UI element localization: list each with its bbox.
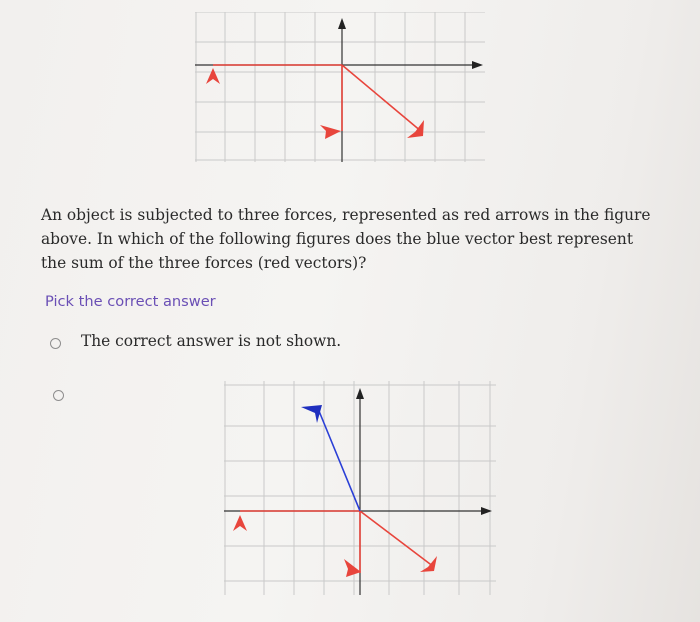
force-down-right-shaft — [360, 511, 434, 567]
force-left-arrowhead-icon — [233, 515, 247, 531]
x-axis-arrow-icon — [472, 61, 483, 69]
force-down-right-shaft — [342, 65, 422, 132]
sum-vector — [301, 405, 360, 511]
option-b-figure[interactable] — [224, 381, 496, 595]
y-axis-arrow-icon — [338, 18, 346, 29]
axes — [195, 18, 483, 162]
y-axis-arrow-icon — [356, 388, 364, 399]
pick-answer-prompt: Pick the correct answer — [45, 293, 216, 310]
force-down-right-arrowhead-icon — [407, 120, 424, 138]
question-text: An object is subjected to three forces, represented as red arrows in the figure above. In which of the following figures does the blue vector best represent the sum of the three forces (red vectors)? — [41, 206, 651, 272]
force-left-arrowhead-icon — [206, 68, 220, 84]
option-a-radio[interactable] — [50, 338, 61, 349]
option-b-radio[interactable] — [53, 390, 64, 401]
sum-vector-arrowhead-icon — [301, 405, 322, 423]
forces-figure — [195, 12, 485, 162]
grid — [195, 12, 485, 162]
option-a-label[interactable]: The correct answer is not shown. — [81, 332, 342, 350]
force-down-arrowhead-icon — [344, 559, 361, 577]
